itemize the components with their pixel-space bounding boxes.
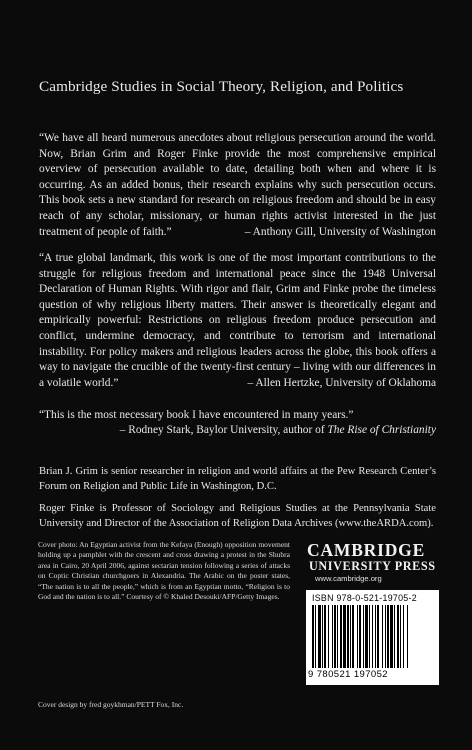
- endorsement-quote-3: “This is the most necessary book I have encountered in many years.”: [39, 409, 354, 421]
- publisher-name: CAMBRIDGE: [307, 540, 426, 560]
- isbn-barcode: [306, 590, 439, 685]
- endorsement-quote-1: “We have all heard numerous anecdotes about religious persecution around the world. Now, Brian Grim and Roger Finke provide the most comprehensive empirical overview of persecution available to date, detailing both when and where it is occurring. As an added bonus, their research explains why such persecution occurs. This book sets a new standard for research on religious freedom and should be in easy reach of any scholar, missionary, or human rights activist interested in the just treatment of people of faith.”: [39, 132, 436, 238]
- publisher-press: UNIVERSITY PRESS: [309, 559, 436, 573]
- author-bio-finke: Roger Finke is Professor of Sociology and Religious Studies at the Pennsylvania State University and Director of the Association of Religion Data Archives (www.theARDA.com).: [39, 503, 436, 529]
- endorsement-attribution-1: – Anthony Gill, University of Washington: [244, 226, 436, 238]
- endorsement-attribution-2: – Allen Hertzke, University of Oklahoma: [247, 377, 436, 389]
- publisher-url: www.cambridge.org: [315, 574, 382, 583]
- barcode-number: 9 780521 197052: [308, 669, 388, 680]
- cover-design-credit: Cover design by fred goykhman/PETT Fox, Inc.: [38, 700, 184, 709]
- publisher-logo: [307, 541, 437, 583]
- barcode-icon: [312, 605, 433, 668]
- series-title: Cambridge Studies in Social Theory, Religion, and Politics: [39, 78, 404, 95]
- isbn-label: ISBN 978-0-521-19705-2: [312, 593, 417, 603]
- endorsement-quote-2: “A true global landmark, this work is one of the most important contributions to the struggle for religious freedom and international peace since the 1948 Universal Declaration of Human Rights. With rigor and flair, Grim and Finke probe the timeless question of why religious liberty matters. Their answer is theoretically elegant and empirically powerful: Restrictions on religious freedom produce persecution and conflict, undermine democracy, and contribute to terrorism and international instability. For policy makers and religious leaders across the globe, this book offers a way to navigate the crucible of the twenty-first century – living with our differences in a volatile world.”: [39, 252, 436, 389]
- endorsement-attribution-3: [120, 424, 436, 436]
- attribution-text: – Rodney Stark, Baylor University, author of: [119, 424, 328, 436]
- cover-photo-credit: Cover photo: An Egyptian activist from the Kefaya (Enough) opposition movement holding up a pamphlet with the crescent and cross drawing a protest in the Shubra area in Cairo, 20 April 2006, against sectarian tension following a series of attacks on Coptic Christian churchgoers in Alexandria. The Arabic on the poster states, “The nation is to all the people,” which is from an Egyptian motto, “Religion is to God and the nation is to all.” Courtesy of © Khaled Desouki/AFP/Getty Images.: [38, 540, 290, 602]
- book-title: The Rise of Christianity: [327, 424, 436, 436]
- author-bio-grim: Brian J. Grim is senior researcher in religion and world affairs at the Pew Research Center’s Forum on Religion and Public Life in Washington, D.C.: [39, 466, 436, 492]
